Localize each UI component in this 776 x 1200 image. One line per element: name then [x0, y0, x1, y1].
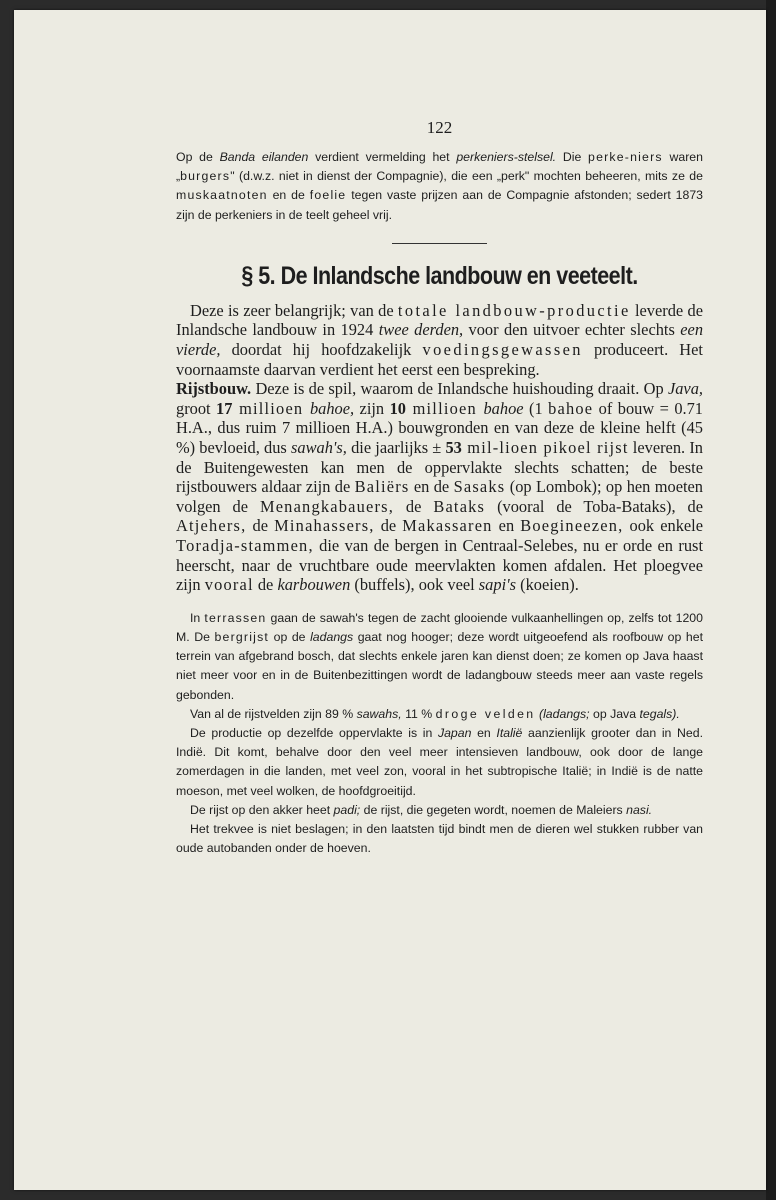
page-content	[176, 118, 703, 858]
text: aanzienlijk grooter dan in Ned. Indië. Dit komt, behalve door den veel meer intensieven landbouw, ook door de lange zomerdagen in die landen, met veel zon, vooral in het subtropische Italië; in Indië is de natte moeson, met veel wolken, de hoofdgroeitijd.	[176, 725, 703, 798]
text: op de	[269, 629, 311, 644]
text: gaat nog hooger; deze wordt uitgeoefend als roofbouw op het terrein van afgebrand bosch, dat slechts enkele jaren kan dienst doen; ze komen op Java haast niet meer voor en in de Buitenbezittingen wordt de ladangbouw steeds meer aan vaste regels gebonden.	[176, 629, 703, 702]
body-text	[176, 301, 703, 595]
spaced-text: perke-niers	[588, 150, 663, 164]
note-productie	[176, 724, 703, 801]
text: Van al de rijstvelden zijn 89 %	[190, 706, 357, 721]
spaced-text: Sasaks	[453, 477, 506, 497]
spaced-text: voedingsgewassen	[422, 340, 583, 359]
text: tegen vaste prijzen aan de Compagnie afstonden; sedert 1873 zijn de perkeniers in de teelt geheel vrij.	[176, 188, 703, 222]
page-number: 122	[426, 118, 453, 137]
text: de	[246, 516, 275, 536]
section-divider	[392, 243, 487, 244]
italic-text: sawah's,	[291, 437, 347, 457]
note-terrassen	[176, 609, 703, 705]
italic-text: sawahs,	[356, 706, 402, 721]
spaced-text: muskaatnoten	[176, 188, 268, 203]
spaced-text: mil-lioen pikoel rijst	[461, 437, 629, 457]
text: (op Lombok); op hen moeten volgen de	[176, 477, 703, 516]
text: die van de bergen in Centraal-Selebes, nu er orde en rust heerscht, naar de vruchtbare oude meervlakten komen afdalen. Het ploegvee zijn	[176, 535, 703, 595]
text: Deze is de spil, waarom de Inlandsche huishouding draait. Op	[251, 379, 668, 399]
spaced-text: millioen	[405, 398, 484, 418]
spaced-text: vooral	[204, 575, 254, 595]
intro-paragraph	[176, 148, 703, 225]
spaced-text: bergrijst	[214, 629, 270, 644]
italic-text: nasi.	[626, 802, 653, 817]
text: Op de	[176, 150, 220, 164]
scan-edge	[766, 0, 776, 1200]
spaced-text: Bataks	[433, 496, 486, 516]
text: en de	[267, 188, 310, 203]
text: Het trekvee is niet beslagen; in den laatsten tijd bindt men de dieren wel stukken rubber van oude autobanden onder de hoeven.	[176, 821, 703, 856]
text: doordat hij hoofdzakelijk	[220, 340, 423, 359]
text: en de	[409, 477, 454, 497]
text: of bouw = 0.71 H.A., dus ruim 7 millioen H.A.) bouwgronden en van deze de kleine helft (45 %) bevloeid, dus	[176, 398, 703, 457]
text: In	[190, 610, 205, 625]
spaced-text: totale landbouw-productie	[397, 300, 631, 320]
text: (1	[523, 398, 549, 418]
text: de	[374, 516, 403, 536]
paragraph-rijstbouw	[176, 379, 703, 595]
text: gaan de sawah's tegen de zacht glooiende vulkaanhellingen op, zelfs tot 1200 M. De	[176, 610, 703, 644]
italic-text: sapi's	[478, 575, 517, 595]
spaced-text: terrassen	[204, 610, 267, 625]
italic-text: karbouwen	[277, 575, 351, 595]
text: (buffels), ook veel	[350, 575, 479, 595]
text: waren „	[176, 150, 703, 184]
spaced-text: Minahassers,	[274, 516, 375, 536]
text: voor den uitvoer echter slechts	[463, 320, 681, 340]
spaced-text: burgers	[180, 169, 231, 184]
italic-text: twee derden,	[378, 320, 464, 340]
italic-text: een vierde,	[176, 320, 704, 359]
paragraph-intro	[176, 301, 703, 379]
section-heading: § 5. De Inlandsche landbouw en veeteelt.	[241, 261, 638, 290]
text: groot	[176, 398, 217, 418]
text: (koeien).	[516, 575, 579, 595]
text: die jaarlijks ±	[346, 437, 446, 457]
text: produceert. Het voornaamste daarvan verdient het eerst een bespreking.	[176, 340, 703, 379]
text: Die	[556, 150, 589, 164]
book-page	[14, 10, 766, 1190]
bold-text: 10	[389, 398, 406, 418]
note-rijstvelden	[176, 705, 703, 724]
italic-text: Java,	[667, 379, 703, 399]
bold-text: 53	[445, 437, 462, 457]
spaced-text: Boegineezen,	[520, 516, 624, 536]
text: De productie op dezelfde oppervlakte is in	[190, 725, 438, 740]
text: de	[394, 496, 434, 516]
bold-text: Rijstbouw.	[176, 379, 252, 399]
text: (vooral de Toba-Bataks), de	[485, 496, 703, 516]
italic-text: Japan	[437, 725, 472, 740]
italic-text: tegals).	[639, 706, 680, 721]
text: en	[471, 725, 497, 740]
italic-text: padi;	[333, 802, 361, 817]
text: zijn	[354, 398, 390, 418]
bold-text: 17	[216, 398, 233, 418]
text: leverde de Inlandsche landbouw in 1924	[176, 300, 703, 340]
spaced-text: droge velden	[435, 706, 536, 721]
text: de rijst, die gegeten wordt, noemen de Maleiers	[360, 802, 627, 817]
text: De rijst op den akker heet	[190, 802, 334, 817]
text: op Java	[589, 706, 640, 721]
spacer	[176, 595, 703, 609]
spaced-text: Makassaren	[402, 516, 493, 536]
spaced-text: Baliërs	[354, 477, 410, 497]
text: leveren. In de Buitengewesten kan men de oppervlakte slechts schatten; de beste rijstbouwers aldaar zijn de	[176, 437, 703, 497]
italic-text: Italië	[496, 725, 523, 740]
text: " (d.w.z. niet in dienst der Compagnie), die een „perk" mochten beheeren, mits ze de	[230, 169, 703, 184]
note-padi	[176, 801, 703, 820]
spaced-text: Toradja-stammen,	[176, 535, 314, 555]
text: verdient vermelding het	[308, 150, 457, 164]
italic-text: bahoe,	[309, 398, 355, 418]
spaced-text: Atjehers,	[176, 516, 247, 536]
italic-text: bahoe	[483, 398, 524, 418]
italic-text: perkeniers-stelsel.	[456, 150, 557, 164]
text: de	[253, 575, 278, 595]
text: en	[492, 516, 521, 536]
spaced-text: bahoe	[548, 398, 594, 418]
spaced-text: Menangkabauers,	[259, 496, 394, 516]
text: ook enkele	[623, 516, 703, 536]
italic-text: ladangs	[310, 629, 354, 644]
italic-text: (ladangs;	[538, 706, 590, 721]
note-trekvee	[176, 820, 703, 858]
text: 11 %	[401, 706, 436, 721]
spaced-text: millioen	[232, 398, 310, 418]
text: Deze is zeer belangrijk; van de	[190, 300, 398, 320]
italic-text: Banda eilanden	[219, 150, 309, 164]
spaced-text: foelie	[309, 188, 347, 203]
notes	[176, 609, 703, 859]
